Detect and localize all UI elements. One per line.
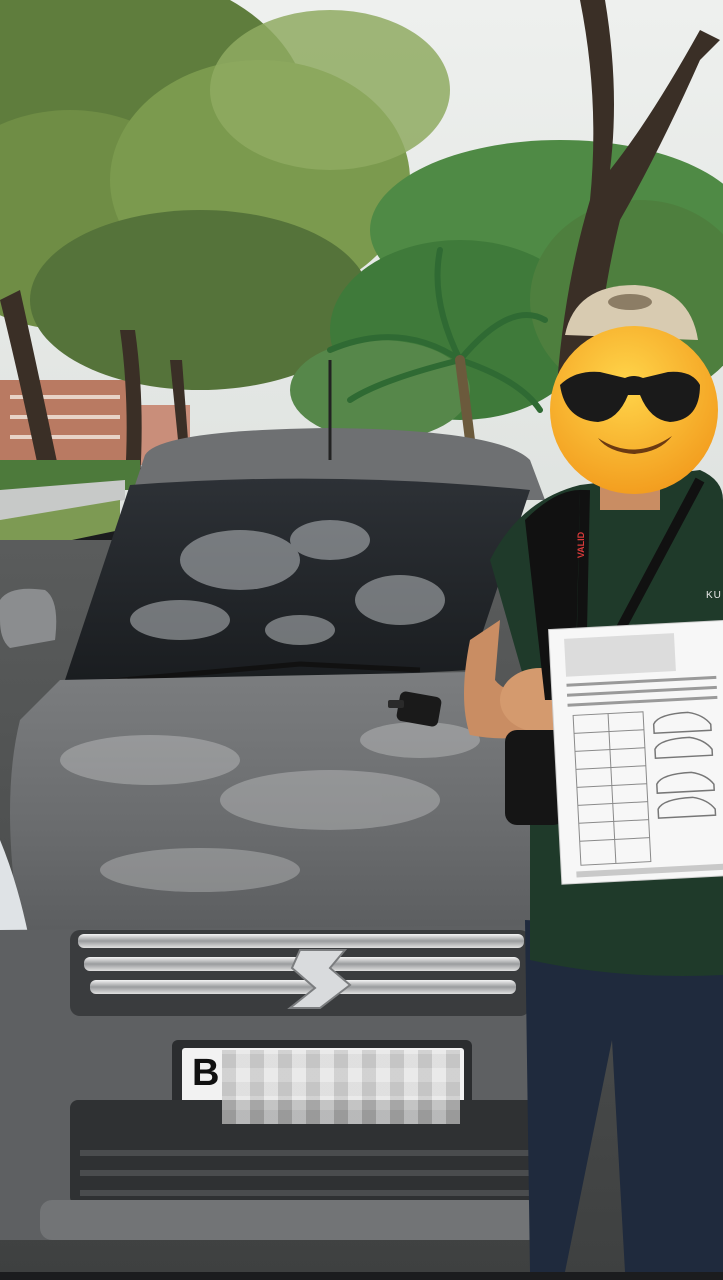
- car-windshield: [65, 479, 530, 680]
- car-bumper: [40, 1200, 540, 1240]
- license-plate-blur: [222, 1050, 460, 1124]
- lanyard-left: [582, 490, 585, 630]
- license-plate-prefix: B: [192, 1052, 220, 1094]
- lanyard-text: VALID: [576, 531, 587, 559]
- cap-logo: [608, 294, 652, 310]
- shirt-print-text: KU: [706, 590, 722, 601]
- inspection-sheet: [549, 620, 723, 884]
- bottom-bar: [0, 1272, 723, 1280]
- sunglasses-emoji-icon: [550, 326, 718, 494]
- car-side-mirror: [0, 589, 56, 648]
